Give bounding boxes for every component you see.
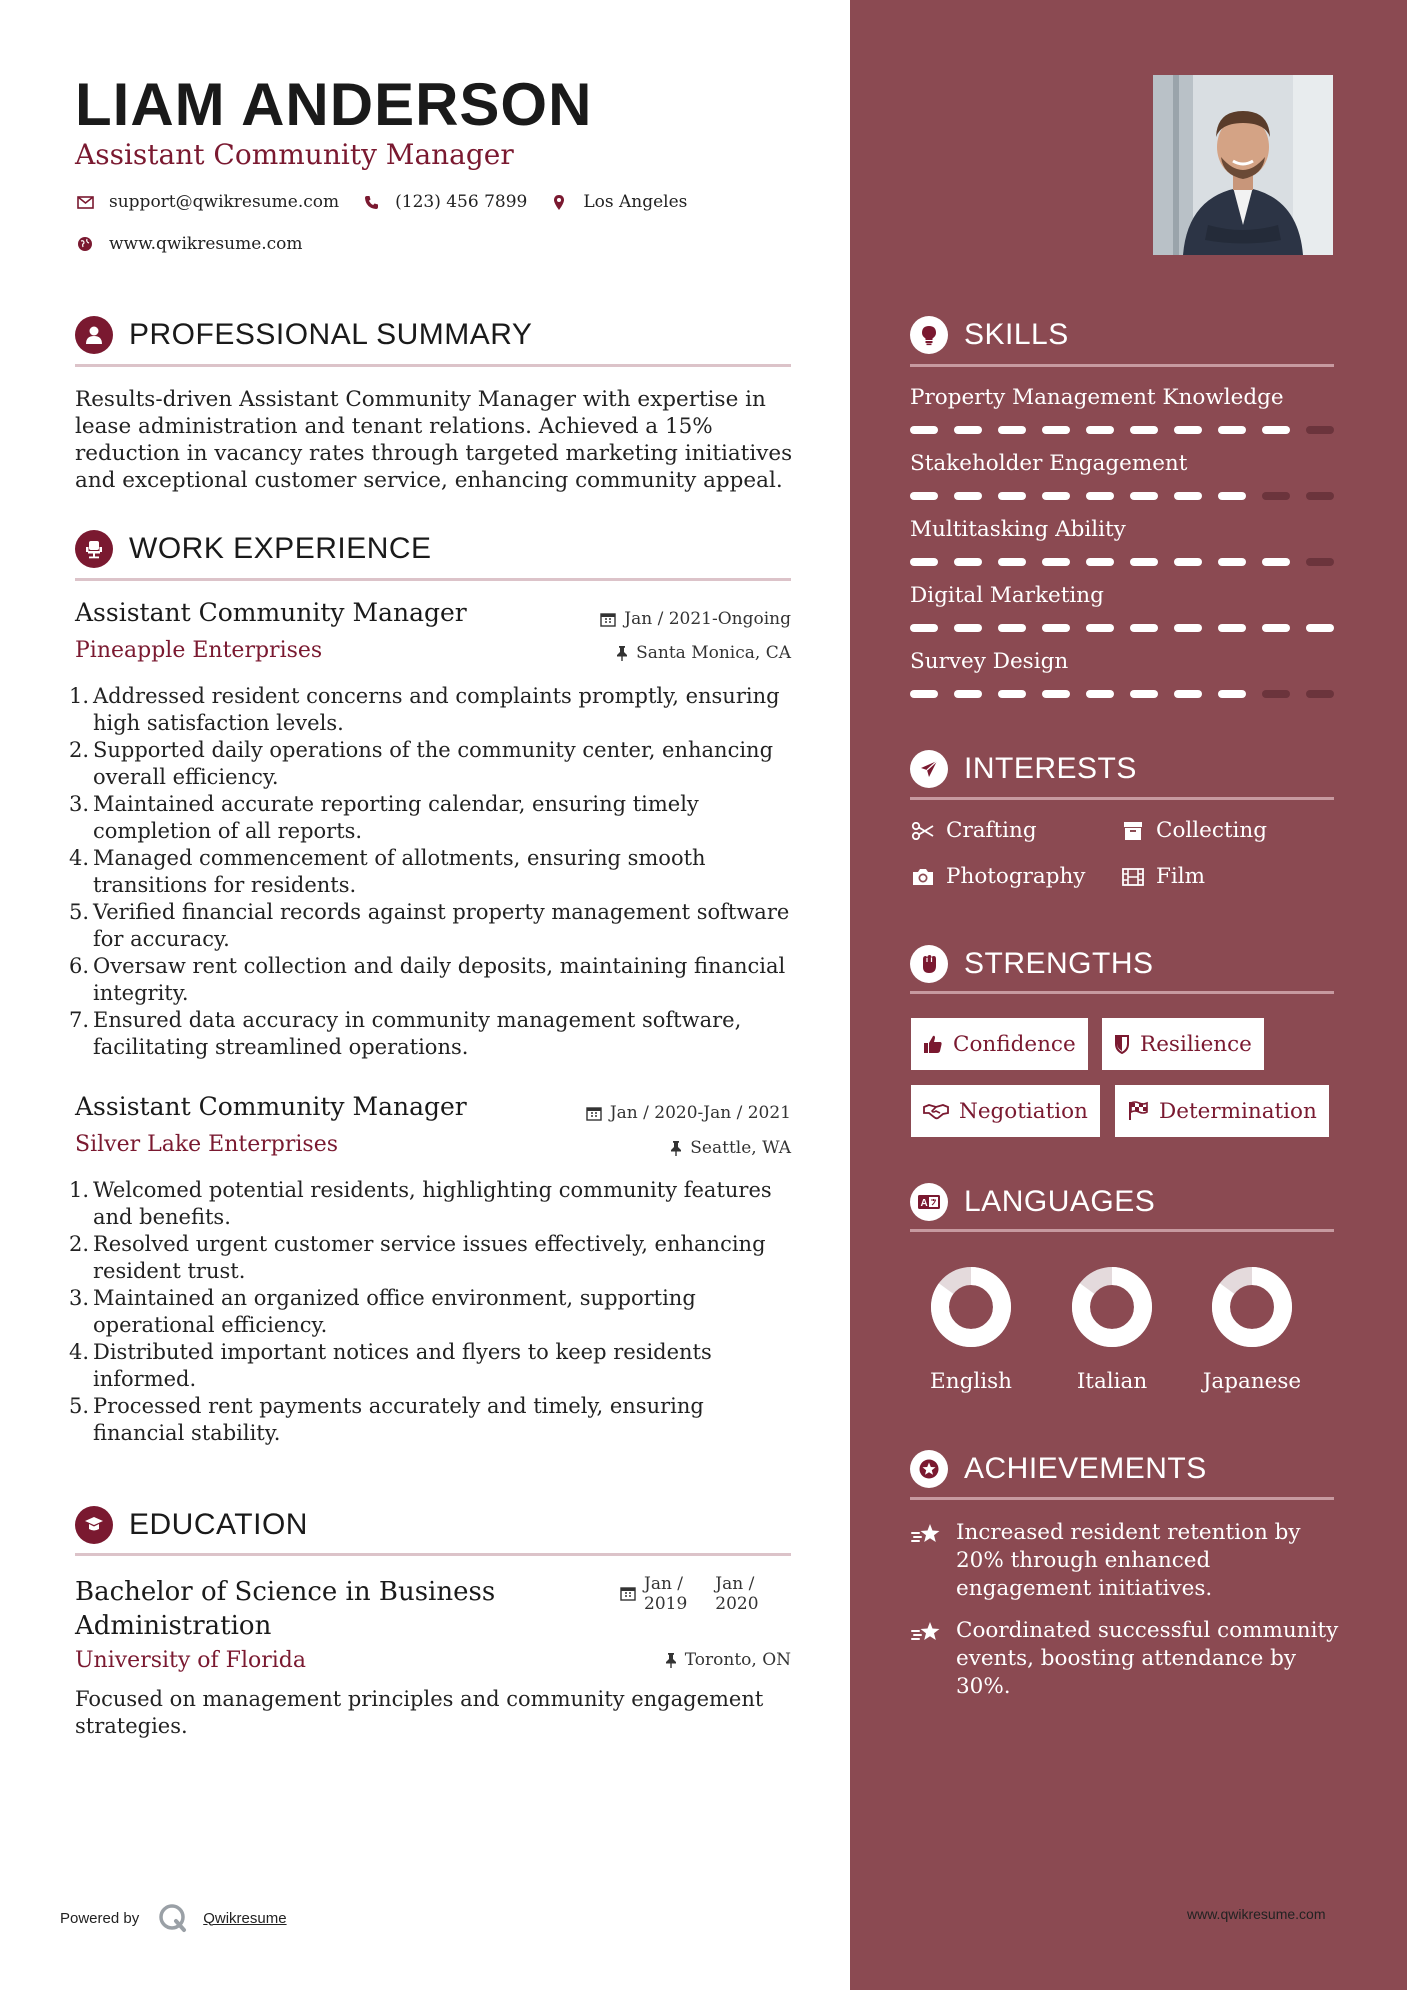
skill-segment	[1262, 492, 1290, 500]
education-heading: EDUCATION	[75, 1506, 791, 1544]
skill-segment	[1042, 690, 1070, 698]
archive-box-icon	[1120, 821, 1146, 841]
interest-item: Film	[1120, 864, 1205, 889]
shooting-star-icon	[910, 1519, 944, 1603]
skill-segment	[1262, 426, 1290, 434]
education-description: Focused on management principles and community engagement strategies.	[75, 1687, 764, 1738]
list-item: 7. Ensured data accuracy in community management software, facilitating streamlined operations.	[69, 1008, 742, 1059]
education-start: Jan / 2019	[644, 1574, 688, 1614]
candidate-name: LIAM ANDERSON	[75, 71, 593, 138]
lightbulb-icon	[910, 316, 948, 354]
shooting-star-icon	[910, 1617, 944, 1701]
star-badge-icon	[910, 1450, 948, 1488]
footer-powered-by: Powered by Qwikresume	[60, 1902, 287, 1934]
shield-icon	[1114, 1034, 1130, 1054]
skill-segment	[998, 558, 1026, 566]
skill-segment	[954, 624, 982, 632]
language-item	[921, 1265, 1021, 1394]
skill-segment	[1174, 492, 1202, 500]
skill-segment	[1042, 492, 1070, 500]
pushpin-icon	[670, 1140, 682, 1156]
languages-divider	[910, 1229, 1334, 1232]
skill-segment	[1218, 492, 1246, 500]
achievements-heading: ACHIEVEMENTS	[910, 1450, 1334, 1488]
calendar-icon	[600, 611, 616, 627]
graduation-icon	[75, 1506, 113, 1544]
skill-segment	[1042, 624, 1070, 632]
job-location: Seattle, WA	[670, 1138, 791, 1158]
language-item	[1062, 1265, 1162, 1394]
skill-level-bar	[910, 426, 1334, 434]
svg-text:A: A	[920, 1198, 928, 1209]
interests-heading: INTERESTS	[910, 750, 1334, 788]
degree-title: Bachelor of Science in Business Administration	[75, 1577, 496, 1641]
pushpin-icon	[616, 645, 628, 661]
calendar-icon	[620, 1574, 636, 1606]
skill-segment	[954, 492, 982, 500]
interest-item: Crafting	[910, 818, 1037, 843]
skill-segment	[1218, 558, 1246, 566]
skill-segment	[998, 690, 1026, 698]
language-level-donut	[929, 1265, 1013, 1349]
skill-segment	[1086, 624, 1114, 632]
skill-segment	[1174, 426, 1202, 434]
user-icon	[75, 316, 113, 354]
skill-segment	[954, 558, 982, 566]
language-name: Japanese	[1202, 1369, 1302, 1394]
experience-heading: WORK EXPERIENCE	[75, 530, 791, 568]
skill-level-bar	[910, 492, 1334, 500]
paper-plane-icon	[910, 750, 948, 788]
job-company: Silver Lake Enterprises	[75, 1132, 339, 1157]
skill-segment	[1306, 558, 1334, 566]
summary-text: Results-driven Assistant Community Manager with expertise in lease administration and tenant relations. Achieved a 15% reduction in vacancy rates through targeted marketing initiatives and exceptional customer service, enhancing community appeal.	[75, 387, 793, 493]
map-pin-icon	[549, 194, 569, 211]
skill-segment	[1130, 624, 1158, 632]
strength-tag: Determination	[1115, 1085, 1329, 1137]
skill-segment	[1306, 426, 1334, 434]
pushpin-icon	[665, 1652, 677, 1668]
skill-segment	[1086, 426, 1114, 434]
qwikresume-link[interactable]: Qwikresume	[203, 1909, 287, 1927]
globe-icon	[75, 236, 95, 252]
skill-segment	[998, 624, 1026, 632]
calendar-icon	[586, 1105, 602, 1121]
scissors-icon	[910, 822, 936, 840]
interest-item: Photography	[910, 864, 1085, 889]
language-icon	[910, 1183, 948, 1221]
candidate-title: Assistant Community Manager	[75, 138, 514, 171]
skill-segment	[1130, 690, 1158, 698]
skill-segment	[910, 426, 938, 434]
education-divider	[75, 1553, 791, 1556]
skill-name: Stakeholder Engagement	[910, 451, 1188, 476]
skill-segment	[1262, 690, 1290, 698]
education-location: Toronto, ON	[665, 1650, 791, 1670]
contact-row	[75, 192, 709, 212]
skill-segment	[1218, 690, 1246, 698]
profile-photo	[1153, 75, 1333, 255]
contact-phone[interactable]: (123) 456 7899	[361, 192, 527, 212]
language-name: English	[930, 1369, 1012, 1394]
skill-segment	[1174, 690, 1202, 698]
skill-segment	[910, 690, 938, 698]
skill-name: Survey Design	[910, 649, 1069, 674]
fist-icon	[910, 945, 948, 983]
flag-checkered-icon	[1127, 1101, 1149, 1121]
job-company: Pineapple Enterprises	[75, 638, 323, 663]
job-dates: Jan / 2021-Ongoing	[600, 609, 791, 629]
skill-level-bar	[910, 690, 1334, 698]
skill-segment	[1262, 558, 1290, 566]
skill-segment	[1130, 426, 1158, 434]
job-dates: Jan / 2020-Jan / 2021	[586, 1103, 791, 1123]
skill-level-bar	[910, 558, 1334, 566]
strengths-heading: STRENGTHS	[910, 945, 1334, 983]
qwikresume-logo-icon	[157, 1902, 189, 1934]
chair-icon	[75, 530, 113, 568]
list-item: 3. Maintained an organized office environment, supporting operational efficiency.	[69, 1286, 696, 1337]
list-item: 5. Processed rent payments accurately and timely, ensuring financial stability.	[69, 1394, 704, 1445]
skill-segment	[1086, 492, 1114, 500]
skill-segment	[1086, 690, 1114, 698]
list-item: 1. Addressed resident concerns and complaints promptly, ensuring high satisfaction levels.	[69, 684, 780, 735]
skill-name: Digital Marketing	[910, 583, 1104, 608]
skill-segment	[1218, 426, 1246, 434]
job-title: Assistant Community Manager	[75, 1092, 467, 1121]
achievement-item: Coordinated successful community events, boosting attendance by 30%.	[910, 1617, 1340, 1701]
skill-segment	[998, 426, 1026, 434]
job-bullets	[69, 683, 791, 1061]
footer-website[interactable]: www.qwikresume.com	[1187, 1906, 1326, 1922]
job-title: Assistant Community Manager	[75, 598, 467, 627]
skill-segment	[910, 558, 938, 566]
language-item	[1202, 1265, 1302, 1394]
strength-tag: Negotiation	[911, 1085, 1100, 1137]
job-bullets	[69, 1177, 791, 1447]
skill-segment	[1262, 624, 1290, 632]
list-item: 6. Oversaw rent collection and daily deposits, maintaining financial integrity.	[69, 954, 786, 1005]
experience-divider	[75, 578, 791, 581]
list-item: 4. Managed commencement of allotments, ensuring smooth transitions for residents.	[69, 846, 706, 897]
list-item: 1. Welcomed potential residents, highlighting community features and benefits.	[69, 1178, 772, 1229]
summary-heading: PROFESSIONAL SUMMARY	[75, 316, 791, 354]
school-name: University of Florida	[75, 1648, 306, 1673]
interests-divider	[910, 797, 1334, 800]
skill-segment	[1306, 690, 1334, 698]
skill-segment	[954, 426, 982, 434]
skill-segment	[1042, 426, 1070, 434]
camera-icon	[910, 867, 936, 887]
skill-segment	[954, 690, 982, 698]
job-location: Santa Monica, CA	[616, 643, 791, 663]
list-item: 3. Maintained accurate reporting calendar, ensuring timely completion of all reports.	[69, 792, 699, 843]
skill-segment	[1174, 558, 1202, 566]
skill-segment	[1218, 624, 1246, 632]
skill-segment	[1306, 624, 1334, 632]
strengths-divider	[910, 991, 1334, 994]
contact-website[interactable]: www.qwikresume.com	[75, 234, 303, 254]
summary-divider	[75, 364, 791, 367]
list-item: 2. Resolved urgent customer service issues effectively, enhancing resident trust.	[69, 1232, 766, 1283]
education-dates	[620, 1574, 759, 1614]
list-item: 4. Distributed important notices and flyers to keep residents informed.	[69, 1340, 712, 1391]
contact-email[interactable]: support@qwikresume.com	[75, 192, 339, 212]
contact-location: Los Angeles	[549, 192, 687, 212]
languages-heading: A LANGUAGES	[910, 1183, 1334, 1221]
skill-segment	[1130, 492, 1158, 500]
skill-segment	[910, 492, 938, 500]
skills-heading: SKILLS	[910, 316, 1334, 354]
language-level-donut	[1210, 1265, 1294, 1349]
list-item: 5. Verified financial records against property management software for accuracy.	[69, 900, 790, 951]
thumbs-up-icon	[923, 1034, 943, 1054]
language-level-donut	[1070, 1265, 1154, 1349]
education-end: Jan / 2020	[715, 1574, 759, 1614]
skill-segment	[1174, 624, 1202, 632]
list-item: 2. Supported daily operations of the community center, enhancing overall efficiency.	[69, 738, 774, 789]
skill-level-bar	[910, 624, 1334, 632]
skills-divider	[910, 364, 1334, 367]
skill-segment	[1130, 558, 1158, 566]
envelope-icon	[75, 196, 95, 209]
strength-tag: Confidence	[911, 1018, 1088, 1070]
achievements-divider	[910, 1497, 1334, 1500]
strength-tag: Resilience	[1102, 1018, 1264, 1070]
skill-name: Multitasking Ability	[910, 517, 1126, 542]
skill-segment	[910, 624, 938, 632]
language-name: Italian	[1076, 1369, 1148, 1394]
film-icon	[1120, 867, 1146, 887]
skill-name: Property Management Knowledge	[910, 385, 1284, 410]
skill-segment	[998, 492, 1026, 500]
interest-item: Collecting	[1120, 818, 1267, 843]
achievement-item: Increased resident retention by 20% through enhanced engagement initiatives.	[910, 1519, 1340, 1603]
handshake-icon	[923, 1102, 949, 1120]
skill-segment	[1306, 492, 1334, 500]
skill-segment	[1086, 558, 1114, 566]
phone-icon	[361, 195, 381, 210]
skill-segment	[1042, 558, 1070, 566]
